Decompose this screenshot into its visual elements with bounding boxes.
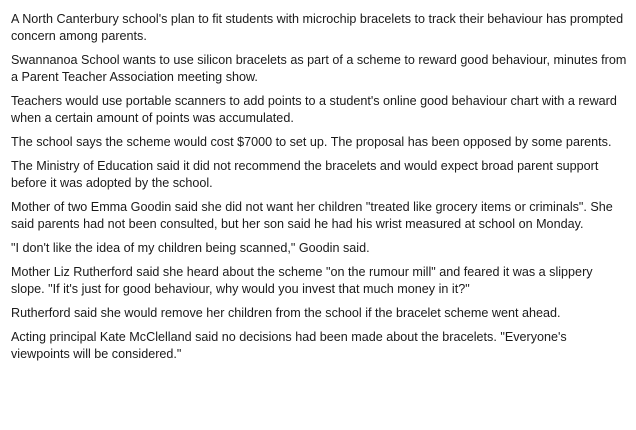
article-body [11,11,627,370]
article-paragraph: The school says the scheme would cost $7000 to set up. The proposal has been opposed by some parents. [11,135,612,149]
article-paragraph: Acting principal Kate McClelland said no decisions had been made about the bracelets. "Everyone's viewpoints will be considered." [11,330,567,361]
article-paragraph: Teachers would use portable scanners to add points to a student's online good behaviour chart with a reward when a certain amount of points was accumulated. [11,94,617,125]
article-paragraph: Mother of two Emma Goodin said she did not want her children "treated like grocery items or criminals". She said parents had not been consulted, but her son said he had his wrist measured at school on Monday. [11,200,613,231]
article-paragraph: Swannanoa School wants to use silicon bracelets as part of a scheme to reward good behaviour, minutes from a Parent Teacher Association meeting show. [11,53,627,84]
article-paragraph: Mother Liz Rutherford said she heard about the scheme "on the rumour mill" and feared it was a slippery slope. "If it's just for good behaviour, why would you invest that much money in it?" [11,265,593,296]
article-paragraph: A North Canterbury school's plan to fit students with microchip bracelets to track their behaviour has prompted concern among parents. [11,12,624,43]
article-paragraph: The Ministry of Education said it did not recommend the bracelets and would expect broad parent support before it was adopted by the school. [11,159,599,190]
article-paragraph: "I don't like the idea of my children being scanned," Goodin said. [11,241,370,255]
article-paragraph: Rutherford said she would remove her children from the school if the bracelet scheme went ahead. [11,306,561,320]
